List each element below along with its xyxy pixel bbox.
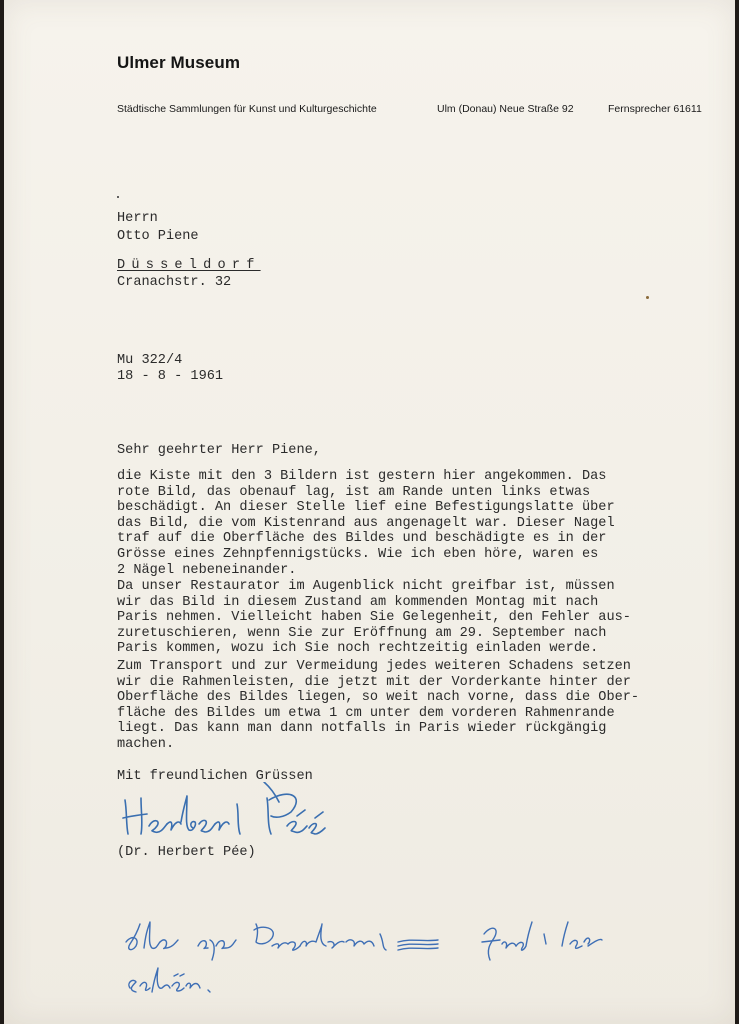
- text-line: Oberfläche des Bildes liegen, so weit nach vorne, dass die Ober-: [117, 690, 640, 706]
- text-line: Grösse eines Zehnpfennigstücks. Wie ich eben höre, waren es: [117, 546, 599, 562]
- signatory-name: (Dr. Herbert Pée): [117, 845, 256, 860]
- ink-spot: [646, 296, 649, 299]
- text-line: das Bild, die vom Kistenrand aus angenagelt war. Dieser Nagel: [117, 515, 615, 531]
- text-line: machen.: [117, 736, 175, 752]
- letterhead-title: Ulmer Museum: [117, 53, 241, 72]
- paragraph-2: [117, 579, 707, 657]
- text-line: rote Bild, das obenauf lag, ist am Rande unten links etwas: [117, 484, 591, 500]
- recipient-name: Otto Piene: [117, 229, 199, 244]
- text-line: fläche des Bildes um etwa 1 cm unter dem vorderen Rahmenrande: [117, 705, 615, 721]
- text-line: wir die Rahmenleisten, die jetzt mit der Vorderkante hinter der: [117, 674, 631, 690]
- letterhead-phone: Fernsprecher 61611: [608, 103, 702, 115]
- text-line: Zum Transport und zur Vermeidung jedes weiteren Schadens setzen: [117, 659, 631, 674]
- recipient-salutation: Herrn: [117, 211, 158, 226]
- handwritten-note: [122, 920, 642, 1010]
- text-line: traf auf die Oberfläche des Bildes und beschädigte es in der: [117, 531, 607, 547]
- text-line: beschädigt. An dieser Stelle lief eine Befestigungslatte über: [117, 500, 615, 516]
- handwritten-signature: [119, 782, 329, 842]
- letter-sheet: [4, 0, 735, 1024]
- letterhead-institution: Städtische Sammlungen für Kunst und Kulturgeschichte: [117, 103, 377, 115]
- text-line: Paris kommen, wozu ich Sie noch rechtzeitig einladen werde.: [117, 641, 599, 657]
- text-line: 2 Nägel nebeneinander.: [117, 562, 297, 578]
- text-line: zuretuschieren, wenn Sie zur Eröffnung am 29. September nach: [117, 625, 607, 641]
- text-line: Paris nehmen. Vielleicht haben Sie Gelegenheit, den Fehler aus-: [117, 610, 631, 626]
- letterhead-address: Ulm (Donau) Neue Straße 92: [437, 103, 574, 115]
- reference-date: 18 - 8 - 1961: [117, 369, 224, 384]
- letterhead-subline: [117, 103, 717, 115]
- closing: Mit freundlichen Grüssen: [117, 769, 313, 784]
- paragraph-1: [117, 469, 707, 578]
- typed-dot-mark: [117, 196, 119, 198]
- text-line: wir das Bild in diesem Zustand am kommenden Montag mit nach: [117, 594, 599, 610]
- text-line: Da unser Restaurator im Augenblick nicht greifbar ist, müssen: [117, 579, 615, 594]
- recipient-city: Düsseldorf: [117, 258, 261, 273]
- text-line: die Kiste mit den 3 Bildern ist gestern hier angekommen. Das: [117, 469, 607, 484]
- recipient-street: Cranachstr. 32: [117, 275, 232, 290]
- greeting: Sehr geehrter Herr Piene,: [117, 443, 321, 458]
- text-line: liegt. Das kann man dann notfalls in Paris wieder rückgängig: [117, 721, 607, 737]
- reference-number: Mu 322/4: [117, 353, 183, 368]
- paragraph-3: [117, 659, 707, 753]
